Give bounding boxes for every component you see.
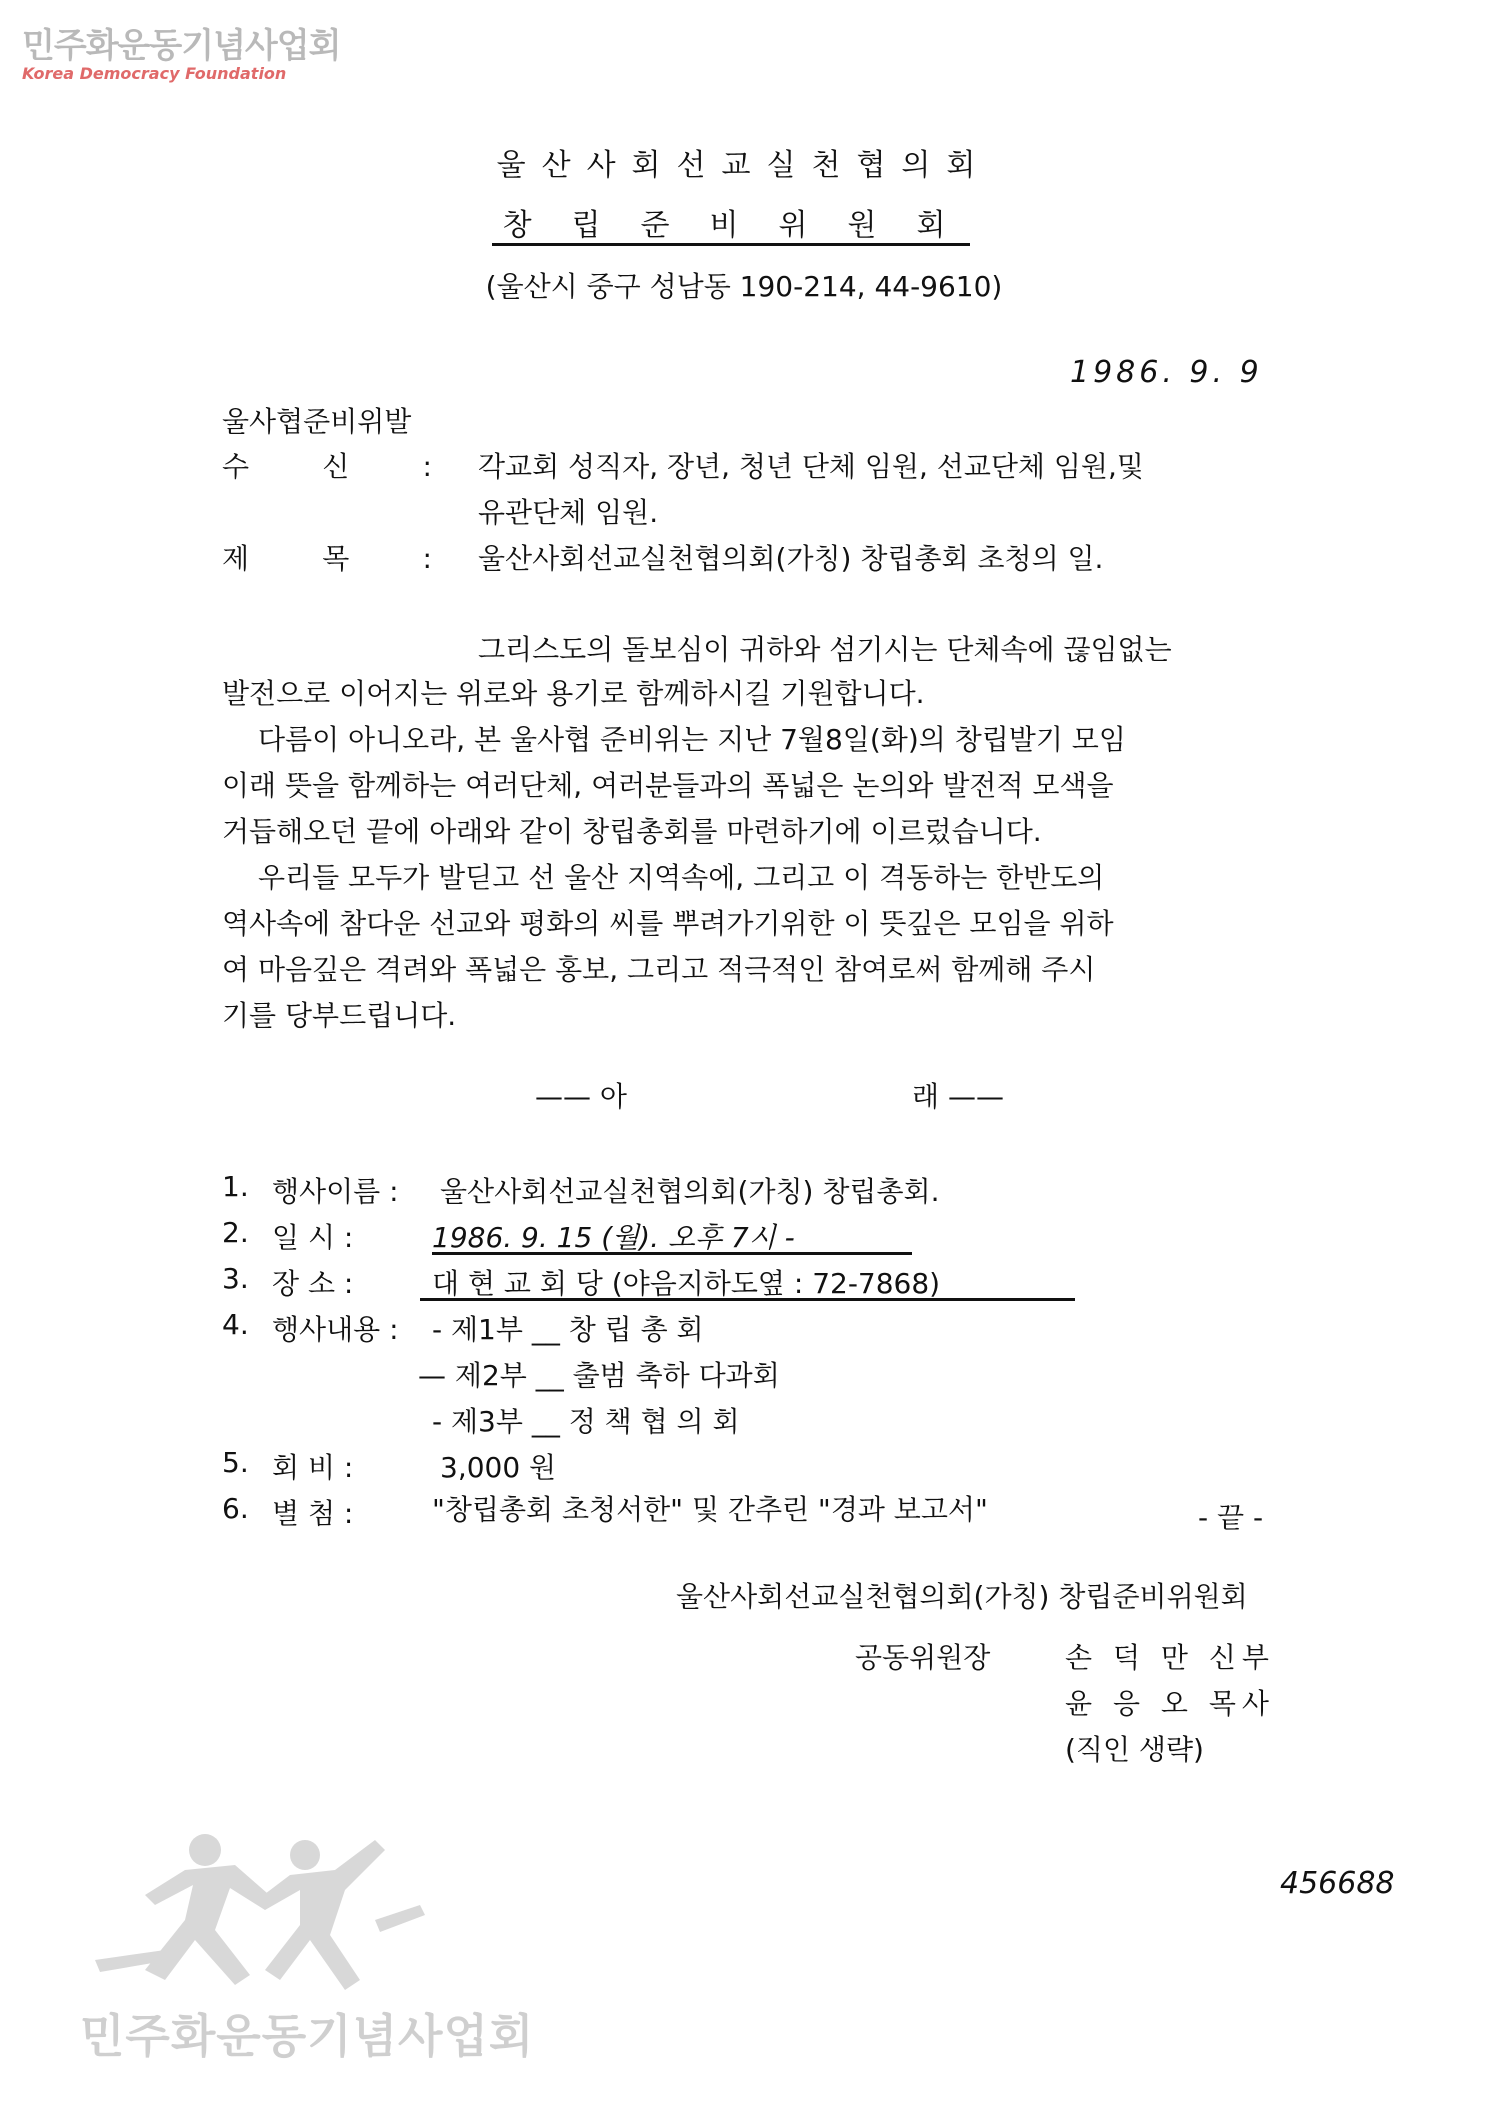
footer-title: 공동위원장 bbox=[855, 1641, 991, 1674]
body-line: 발전으로 이어지는 위로와 용기로 함께하시길 기원합니다. bbox=[222, 677, 925, 710]
body-line: 거듭해오던 끝에 아래와 같이 창립총회를 마련하기에 이르렀습니다. bbox=[222, 815, 1042, 848]
item-label: 행사내용 : bbox=[272, 1313, 399, 1346]
body-line: 그리스도의 돌보심이 귀하와 섬기시는 단체속에 끊임없는 bbox=[478, 633, 1172, 666]
recipient-line-2: 유관단체 임원. bbox=[478, 496, 659, 529]
body-line: 우리들 모두가 발딛고 선 울산 지역속에, 그리고 이 격동하는 한반도의 bbox=[258, 861, 1105, 894]
item-value: 1986. 9. 15 (월). 오후 7시 - bbox=[432, 1221, 795, 1254]
body-line: 기를 당부드립니다. bbox=[222, 999, 457, 1032]
item-number: 5. bbox=[222, 1446, 249, 1479]
item-value: "창립총회 초청서한" 및 간추린 "경과 보고서" bbox=[432, 1493, 988, 1526]
item-underline bbox=[432, 1252, 912, 1255]
body-line: 다름이 아니오라, 본 울사협 준비위는 지난 7월8일(화)의 창립발기 모임 bbox=[258, 723, 1126, 756]
recipient-label bbox=[222, 445, 432, 485]
letterhead-org: 울산사회선교실천협의회 bbox=[496, 148, 992, 183]
footer-seal-note: (직인 생략) bbox=[1065, 1733, 1204, 1766]
watermark-bottom-text: 민주화운동기념사업회 bbox=[80, 2009, 535, 2063]
footer-org: 울산사회선교실천협의회(가칭) 창립준비위원회 bbox=[676, 1580, 1248, 1613]
item-number: 4. bbox=[222, 1308, 249, 1341]
item-label: 일 시 : bbox=[272, 1221, 354, 1254]
document-reference: 울사협준비위발 bbox=[222, 405, 412, 438]
item-value: 대 현 교 회 당 (야음지하도옆 : 72-7868) bbox=[432, 1267, 941, 1300]
letterhead-address: (울산시 중구 성남동 190-214, 44-9610) bbox=[485, 270, 1003, 303]
document-date: 1986. 9. 9 bbox=[1070, 355, 1263, 390]
item-number: 2. bbox=[222, 1216, 249, 1249]
letterhead-underline bbox=[492, 243, 970, 246]
notice-heading-left: —— 아 bbox=[535, 1080, 627, 1113]
item-label: 회 비 : bbox=[272, 1451, 354, 1484]
watermark-figure-icon bbox=[75, 1810, 435, 2014]
subject-label-text: 제 목 : bbox=[222, 542, 432, 575]
recipient-label-text: 수 신 : bbox=[222, 450, 432, 483]
subject-label bbox=[222, 537, 432, 577]
item-value: - 제1부 __ 창 립 총 회 bbox=[432, 1313, 704, 1346]
recipient-line-1: 각교회 성직자, 장년, 청년 단체 임원, 선교단체 임원,및 bbox=[478, 450, 1144, 483]
letterhead-committee: 창립준비위원회 bbox=[502, 208, 986, 243]
body-line: 이래 뜻을 함께하는 여러단체, 여러분들과의 폭넓은 논의와 발전적 모색을 bbox=[222, 769, 1114, 802]
footer-person-2: 윤 응 오 목사 bbox=[1065, 1687, 1275, 1720]
item-number: 1. bbox=[222, 1170, 249, 1203]
item-value: 울산사회선교실천협의회(가칭) 창립총회. bbox=[440, 1175, 940, 1208]
watermark-logo-english: Korea Democracy Foundation bbox=[22, 64, 287, 83]
item-number: 3. bbox=[222, 1262, 249, 1295]
notice-heading-right: 래 —— bbox=[912, 1080, 1004, 1113]
item-value: — 제2부 __ 출범 축하 다과회 bbox=[418, 1359, 780, 1392]
item-value: 3,000 원 bbox=[440, 1451, 557, 1484]
body-line: 여 마음깊은 격려와 폭넓은 홍보, 그리고 적극적인 참여로써 함께해 주시 bbox=[222, 953, 1096, 986]
item-number: 6. bbox=[222, 1492, 249, 1525]
item-value: - 제3부 __ 정 책 협 의 회 bbox=[432, 1405, 740, 1438]
document-number: 456688 bbox=[1280, 1866, 1395, 1901]
body-line: 역사속에 참다운 선교와 평화의 씨를 뿌려가기위한 이 뜻깊은 모임을 위하 bbox=[222, 907, 1114, 940]
footer-person-1: 손 덕 만 신부 bbox=[1065, 1641, 1275, 1674]
subject-text: 울산사회선교실천협의회(가칭) 창립총회 초청의 일. bbox=[478, 542, 1104, 575]
item-label: 별 첨 : bbox=[272, 1497, 354, 1530]
item-label: 행사이름 : bbox=[272, 1175, 399, 1208]
end-mark: - 끝 - bbox=[1198, 1501, 1264, 1534]
watermark-logo-korean: 민주화운동기념사업회 bbox=[22, 26, 341, 66]
item-label: 장 소 : bbox=[272, 1267, 354, 1300]
item-underline bbox=[420, 1298, 1075, 1301]
